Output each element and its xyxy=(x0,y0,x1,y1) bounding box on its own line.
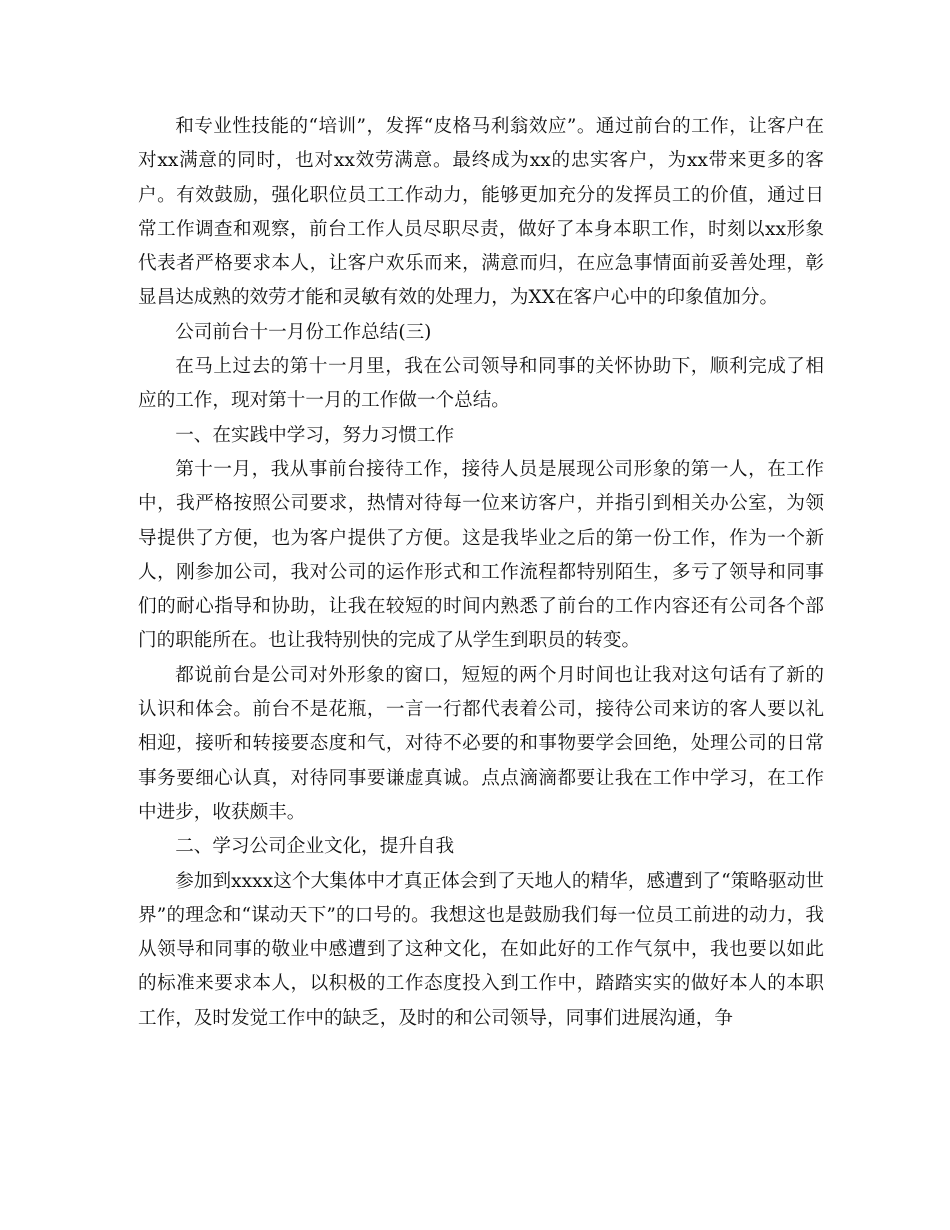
paragraph-reception-work: 第十一月，我从事前台接待工作，接待人员是展现公司形象的第一人，在工作中，我严格按照公司要求，热情对待每一位来访客户，并指引到相关办公室，为领导提供了方便，也为客户提供了方便。这是我毕业之后的第一份工作，作为一个新人，刚参加公司，我对公司的运作形式和工作流程都特别陌生，多亏了领导和同事们的耐心指导和协助，让我在较短的时间内熟悉了前台的工作内容还有公司各个部门的职能所在。也让我特别快的完成了从学生到职员的转变。 xyxy=(138,458,824,652)
section-heading-1: 一、在实践中学习，努力习惯工作 xyxy=(175,424,455,446)
paragraph-front-desk-window: 都说前台是公司对外形象的窗口，短短的两个月时间也让我对这句话有了新的认识和体会。前台不是花瓶，一言一行都代表着公司，接待公司来访的客人要以礼相迎，接听和转接要态度和气，对待不必要的和事物要学会回绝，处理公司的日常事务要细心认真，对待同事要谦虚真诚。点点滴滴都要让我在工作中学习，在工作中进步，收获颇丰。 xyxy=(138,664,824,823)
section-heading-2: 二、学习公司企业文化，提升自我 xyxy=(175,836,455,858)
paragraph-intro: 在马上过去的第十一月里，我在公司领导和同事的关怀协助下，顺利完成了相应的工作，现对第十一月的工作做一个总结。 xyxy=(138,356,824,412)
document-body xyxy=(138,110,824,1036)
paragraph-company-culture: 参加到xxxx这个大集体中才真正体会到了天地人的精华，感遭到了“策略驱动世界”的理念和“谋动天下”的口号的。我想这也是鼓励我们每一位员工前进的动力，我从领导和同事的敬业中感遭到了这种文化，在如此好的工作气氛中，我也要以如此的标准来要求本人，以积极的工作态度投入到工作中，踏踏实实的做好本人的本职工作，及时发觉工作中的缺乏，及时的和公司领导，同事们进展沟通，争 xyxy=(138,870,824,1029)
paragraph-continuation: 和专业性技能的“培训”，发挥“皮格马利翁效应”。通过前台的工作，让客户在对xx满意的同时，也对xx效劳满意。最终成为xx的忠实客户，为xx带来更多的客户。有效鼓励，强化职位员工工作动力，能够更加充分的发挥员工的价值，通过日常工作调查和观察，前台工作人员尽职尽责，做好了本身本职工作，时刻以xx形象代表者严格要求本人，让客户欢乐而来，满意而归，在应急事情面前妥善处理，彰显昌达成熟的效劳才能和灵敏有效的处理力，为XX在客户心中的印象值加分。 xyxy=(138,116,824,309)
section-title: 公司前台十一月份工作总结(三) xyxy=(175,321,432,343)
